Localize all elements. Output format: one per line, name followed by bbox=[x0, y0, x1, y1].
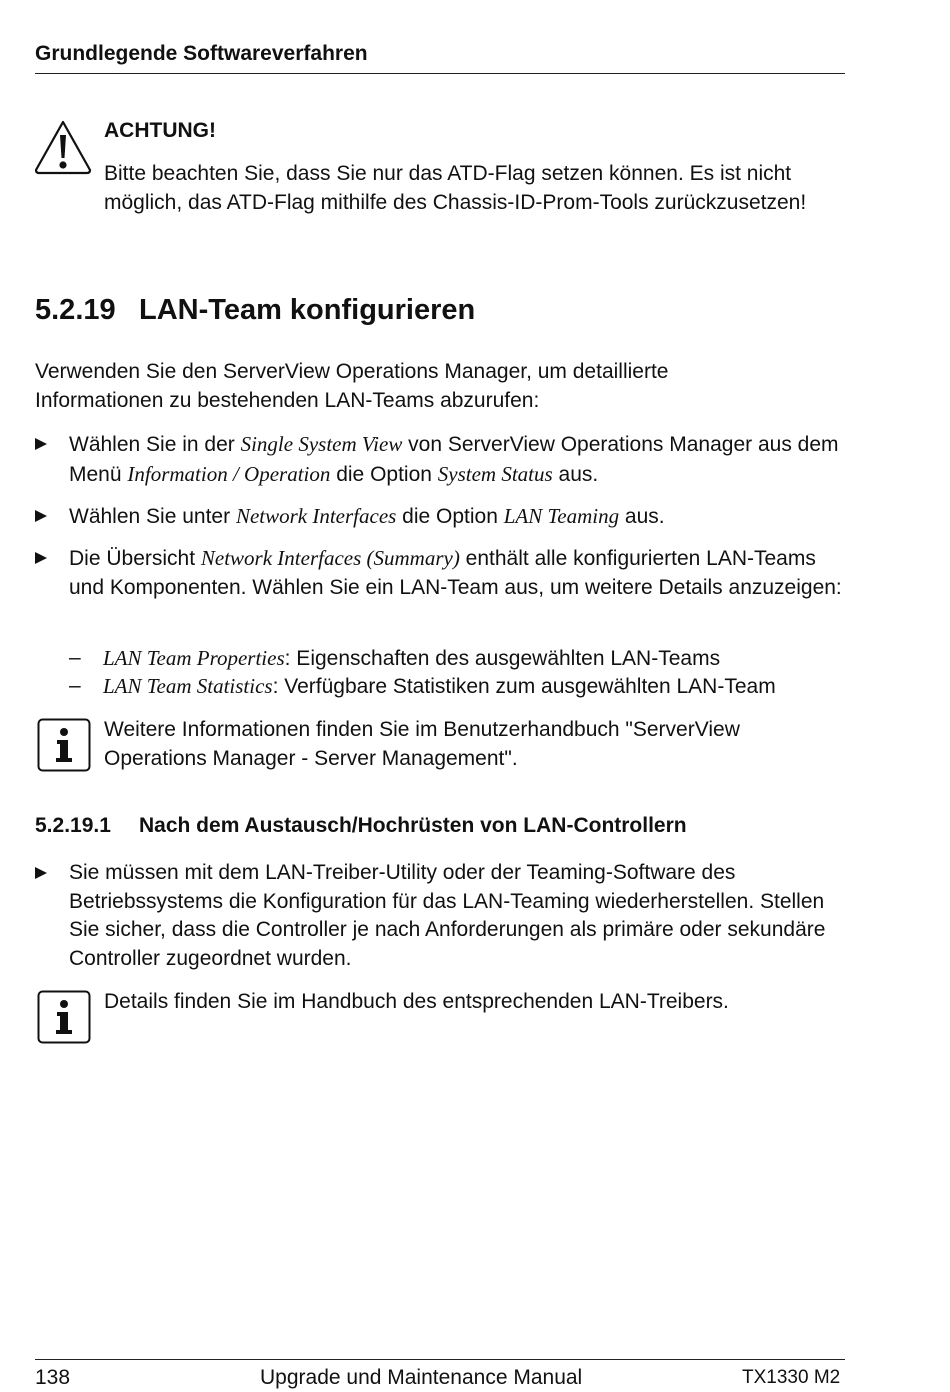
manual-title: Upgrade und Maintenance Manual bbox=[260, 1366, 583, 1389]
section-number: 5.2.19 bbox=[35, 294, 116, 326]
info-icon bbox=[37, 718, 97, 779]
subsection-number: 5.2.19.1 bbox=[35, 814, 111, 837]
info-note-text: Details finden Sie im Handbuch des entsprechenden LAN-Treibers. bbox=[104, 990, 729, 1013]
section-intro: Verwenden Sie den ServerView Operations Manager, um detaillierte Informationen zu bestehenden LAN-Teams abzurufen: bbox=[35, 360, 669, 412]
list-item bbox=[35, 859, 845, 973]
bullet-triangle-icon bbox=[35, 867, 47, 879]
model-name: TX1330 M2 bbox=[742, 1367, 841, 1388]
subsection-title: Nach dem Austausch/Hochrüsten von LAN-Controllern bbox=[139, 814, 687, 837]
info-note-text: Weitere Informationen finden Sie im Benutzerhandbuch "ServerView Operations Manager - Server Management". bbox=[104, 718, 740, 770]
footer-rule bbox=[35, 1359, 845, 1360]
sub-list-item bbox=[69, 672, 859, 702]
sub-list-item-text: LAN Team Statistics: Verfügbare Statistiken zum ausgewählten LAN-Team bbox=[103, 674, 776, 698]
bullet-triangle-icon bbox=[35, 510, 47, 522]
warning-text: Bitte beachten Sie, dass Sie nur das ATD-Flag setzen können. Es ist nicht möglich, das ATD-Flag mithilfe des Chassis-ID-Prom-Tools zurückzusetzen! bbox=[104, 162, 807, 214]
bullet-triangle-icon bbox=[35, 438, 47, 450]
sub-list-item-text: LAN Team Properties: Eigenschaften des ausgewählten LAN-Teams bbox=[103, 646, 721, 670]
list-item bbox=[35, 430, 845, 489]
list-item bbox=[35, 544, 845, 602]
list-item-text: Wählen Sie in der Single System View von ServerView Operations Manager aus dem Menü Information / Operation die Option System Status aus. bbox=[69, 432, 839, 486]
info-icon bbox=[37, 990, 97, 1051]
list-item-text: Sie müssen mit dem LAN-Treiber-Utility oder der Teaming-Software des Betriebssystems die Konfiguration für das LAN-Teaming wiederherstellen. Stellen Sie sicher, dass die Controller je nach Anforderungen als primäre oder sekundäre Controller zugeordnet wurden. bbox=[69, 861, 826, 970]
section-heading bbox=[35, 292, 475, 328]
sub-list-item bbox=[69, 644, 859, 674]
warning-triangle-icon bbox=[33, 118, 93, 181]
dash-marker: – bbox=[69, 674, 81, 697]
subsection-heading bbox=[35, 812, 687, 840]
list-item-text: Die Übersicht Network Interfaces (Summary) enthält alle konfigurierten LAN-Teams und Komponenten. Wählen Sie ein LAN-Team aus, um weitere Details anzuzeigen: bbox=[69, 546, 842, 599]
dash-marker: – bbox=[69, 646, 81, 669]
list-item bbox=[35, 502, 845, 532]
section-title: LAN-Team konfigurieren bbox=[139, 294, 476, 326]
header-rule bbox=[35, 73, 845, 74]
list-item-text: Wählen Sie unter Network Interfaces die Option LAN Teaming aus. bbox=[69, 504, 665, 528]
warning-title: ACHTUNG! bbox=[104, 119, 216, 142]
page-number: 138 bbox=[35, 1366, 71, 1389]
running-header: Grundlegende Softwareverfahren bbox=[35, 42, 368, 65]
bullet-triangle-icon bbox=[35, 552, 47, 564]
